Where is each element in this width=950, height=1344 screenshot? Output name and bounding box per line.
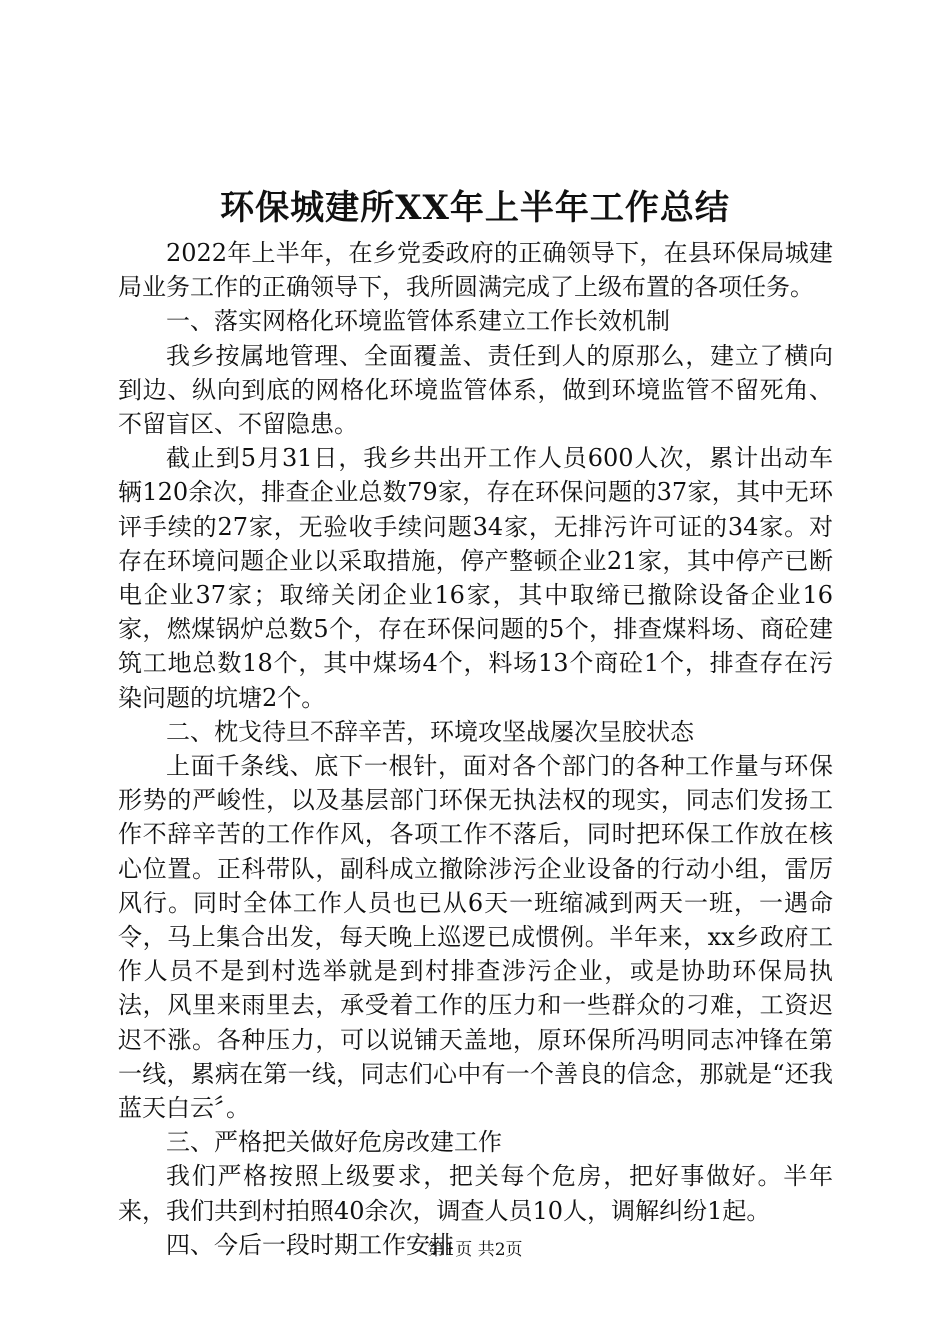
document-body [118,236,833,1262]
section-heading-4: 四、今后一段时期工作安排 [166,1230,454,1259]
paragraph: 截止到5月31日，我乡共出开工作人员600人次，累计出动车辆120余次，排查企业总数79家，存在环保问题的37家，其中无环评手续的27家，无验收手续问题34家，无排污许可证的34家。对存在环境问题企业以采取措施，停产整顿企业21家，其中停产已断电企业37家；取缔关闭企业16家，其中取缔已撤除设备企业16家，燃煤锅炉总数5个，存在环保问题的5个，排查煤料场、商砼建筑工地总数18个，其中煤场4个，料场13个商砼1个，排查存在污染问题的坑塘2个。 [118,444,833,712]
section-heading-3: 三、严格把关做好危房改建工作 [166,1128,502,1157]
page-number-footer: 第1页 共2页 [427,1240,523,1260]
section-heading-2: 二、枕戈待旦不辞辛苦，环境攻坚战屡次呈胶状态 [166,717,694,746]
document-title: 环保城建所XX年上半年工作总结 [220,188,730,228]
paragraph-intro: 2022年上半年，在乡党委政府的正确领导下，在县环保局城建局业务工作的正确领导下，我所圆满完成了上级布置的各项任务。 [118,239,833,302]
paragraph: 我们严格按照上级要求，把关每个危房，把好事做好。半年来，我们共到村拍照40余次，调查人员10人，调解纠纷1起。 [118,1162,833,1225]
paragraph: 上面千条线、底下一根针，面对各个部门的各种工作量与环保形势的严峻性，以及基层部门环保无执法权的现实，同志们发扬工作不辞辛苦的工作作风，各项工作不落后，同时把环保工作放在核心位置。正科带队，副科成立撤除涉污企业设备的行动小组，雷厉风行。同时全体工作人员也已从6天一班缩减到两天一班，一遇命令，马上集合出发，每天晚上巡逻已成惯例。半年来，xx乡政府工作人员不是到村选举就是到村排查涉污企业，或是协助环保局执法，风里来雨里去，承受着工作的压力和一些群众的刁难，工资迟迟不涨。各种压力，可以说铺天盖地，原环保所冯明同志冲锋在第一线，累病在第一线，同志们心中有一个善良的信念，那就是“还我蓝天白云〞。 [118,752,833,1123]
paragraph: 我乡按属地管理、全面覆盖、责任到人的原那么，建立了横向到边、纵向到底的网格化环境监管体系，做到环境监管不留死角、不留盲区、不留隐患。 [118,341,833,439]
section-heading-1: 一、落实网格化环境监管体系建立工作长效机制 [166,307,670,336]
